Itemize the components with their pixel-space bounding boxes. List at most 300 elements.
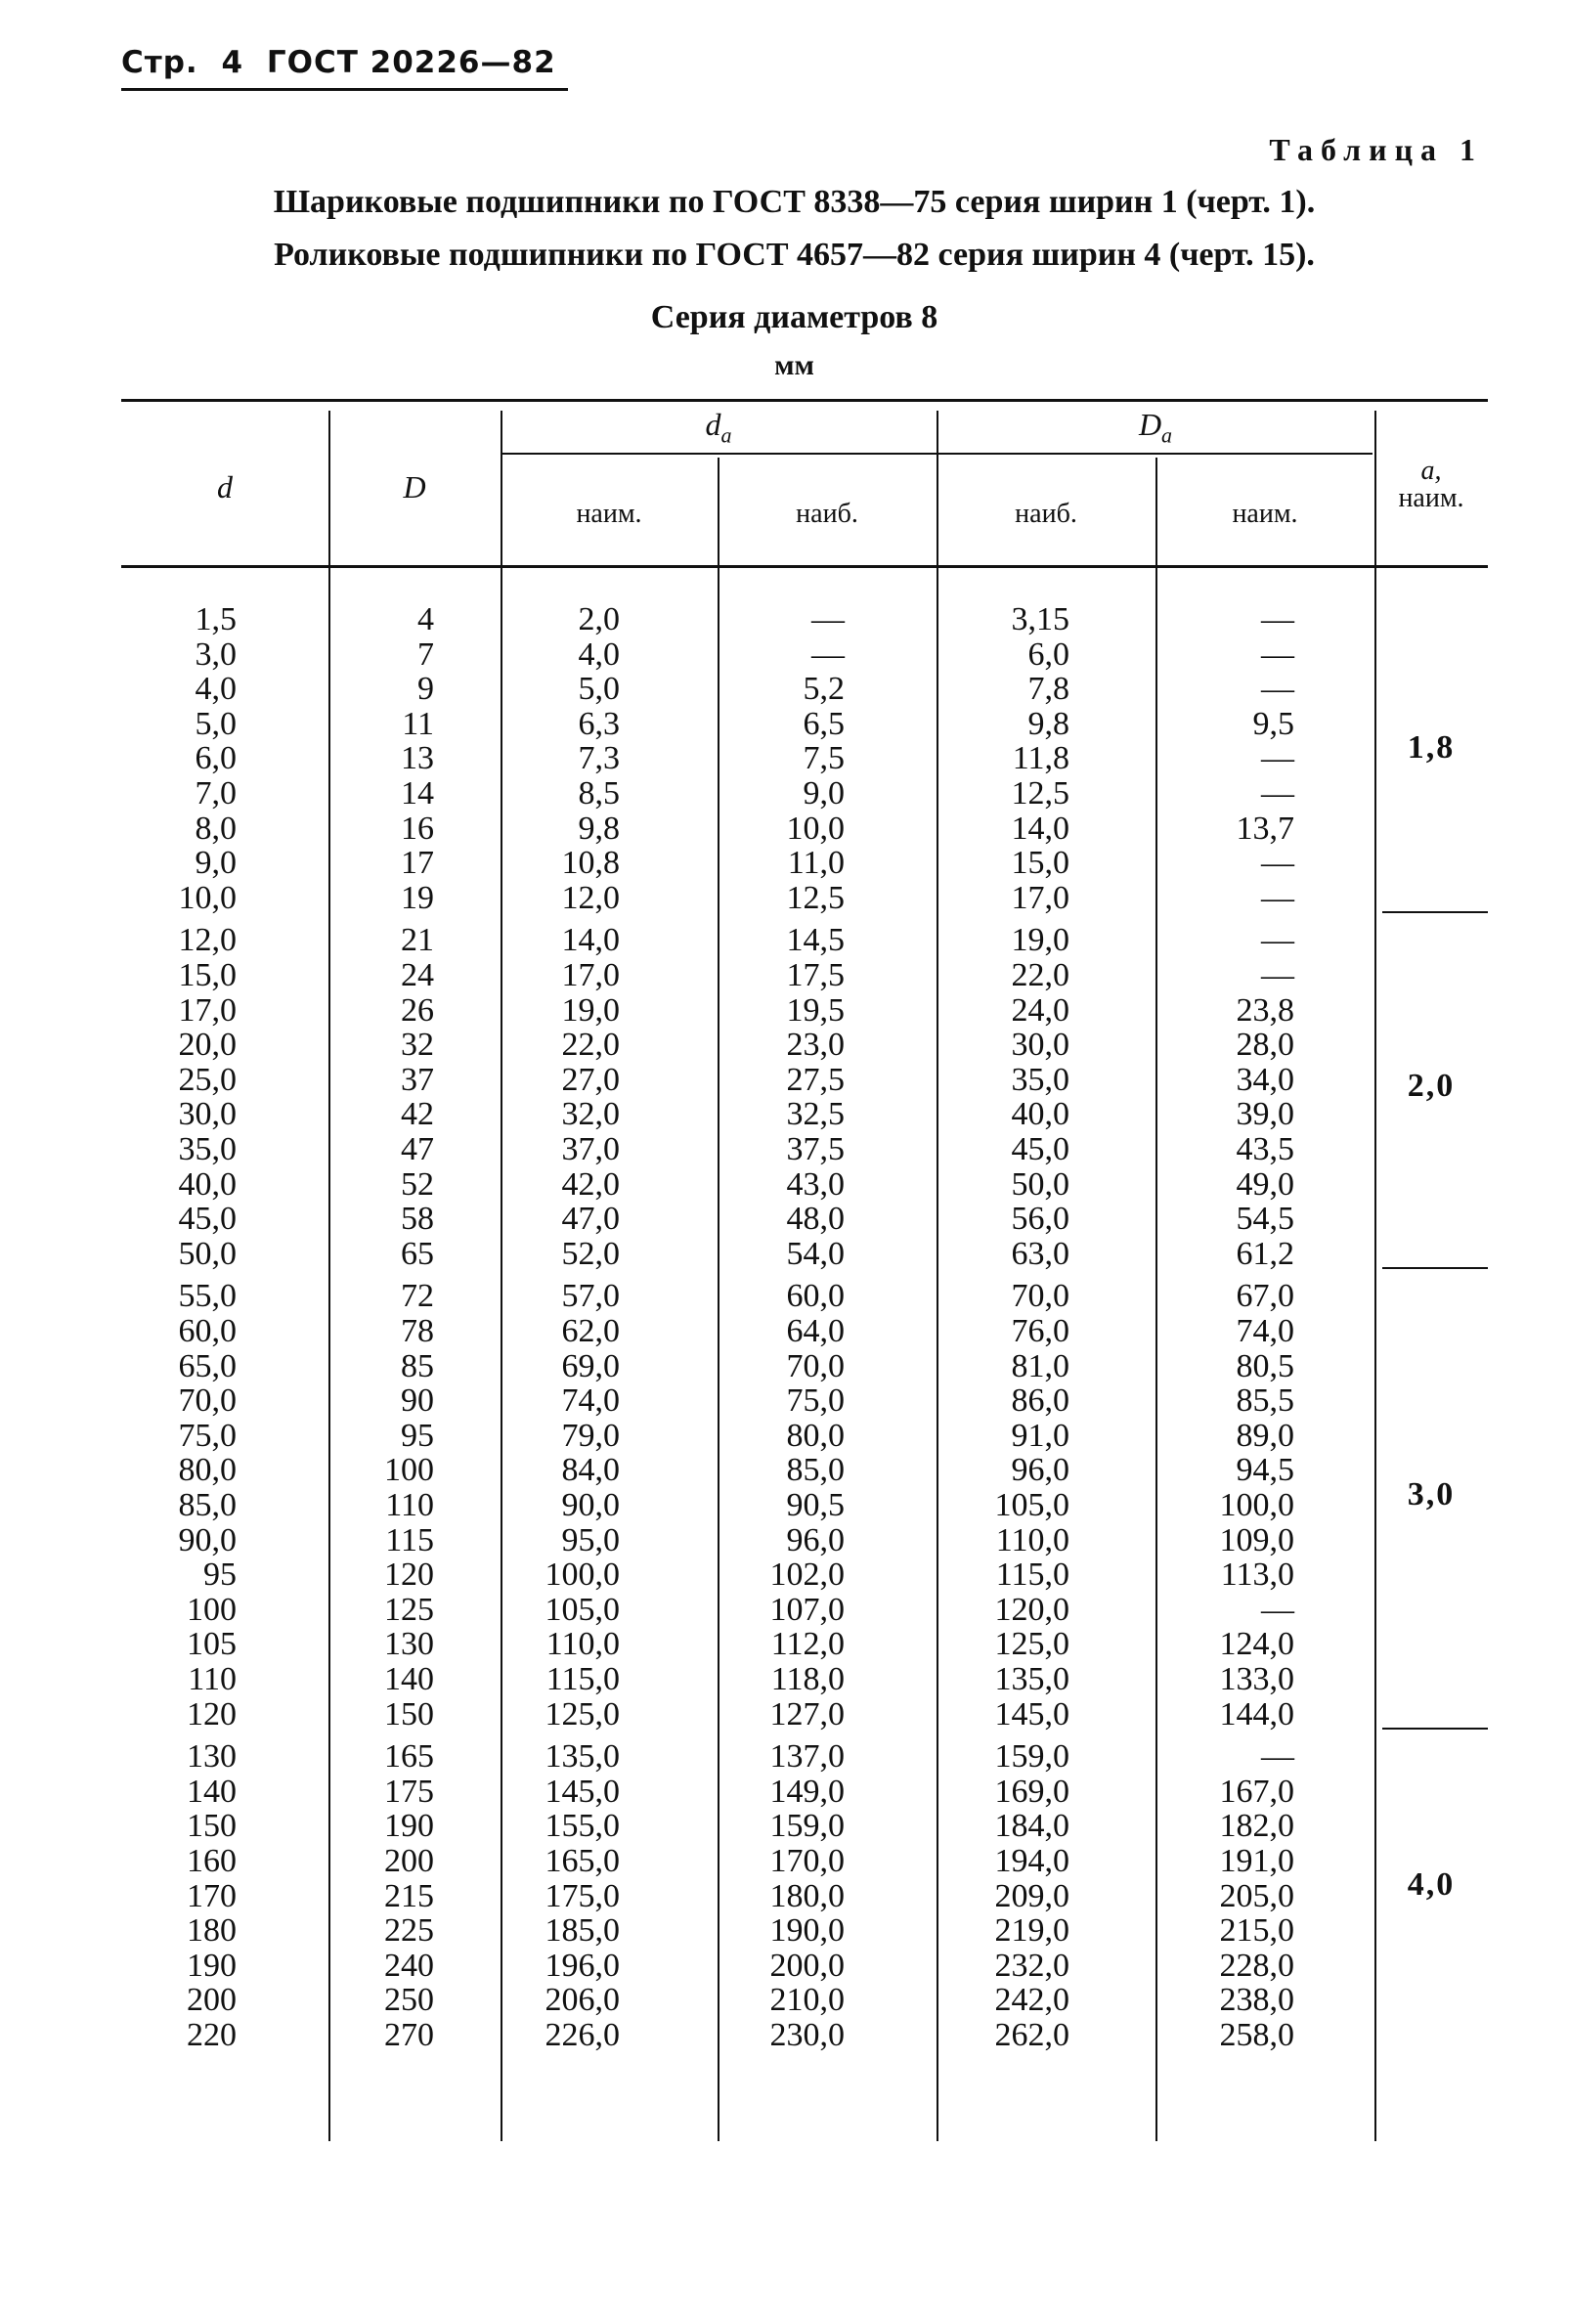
cell-da-min: 226,0 <box>545 2016 620 2053</box>
cell-D: 200 <box>384 1842 434 1879</box>
cell-d: 35,0 <box>178 1130 237 1167</box>
cell-da-min: 7,3 <box>578 740 620 777</box>
cell-da-max: 43,0 <box>786 1165 845 1203</box>
group-separator <box>1382 1728 1488 1730</box>
cell-da-min: 90,0 <box>561 1486 620 1523</box>
cell-Da-max: 194,0 <box>994 1842 1069 1879</box>
page-header <box>121 45 568 91</box>
cell-D: 58 <box>401 1201 434 1238</box>
cell-da-min: 14,0 <box>561 922 620 959</box>
cell-da-max: 64,0 <box>786 1312 845 1349</box>
cell-da-min: 4,0 <box>578 636 620 673</box>
cell-da-min: 37,0 <box>561 1130 620 1167</box>
cell-da-min: 5,0 <box>578 671 620 708</box>
cell-Da-min: — <box>1261 775 1294 811</box>
a-min-value: 2,0 <box>1407 1068 1456 1105</box>
table-row <box>121 1627 1480 1662</box>
cell-D: 21 <box>401 922 434 959</box>
cell-D: 16 <box>401 810 434 847</box>
cell-Da-max: 35,0 <box>1011 1061 1069 1098</box>
cell-Da-min: 9,5 <box>1252 705 1294 742</box>
cell-da-max: 102,0 <box>769 1557 845 1594</box>
cell-D: 85 <box>401 1347 434 1384</box>
cell-Da-max: 12,5 <box>1011 775 1069 811</box>
cell-da-max: 37,5 <box>786 1130 845 1167</box>
table-row <box>121 776 1480 811</box>
cell-D: 100 <box>384 1452 434 1489</box>
cell-da-min: 47,0 <box>561 1201 620 1238</box>
cell-da-min: 115,0 <box>545 1660 620 1697</box>
cell-da-min: 8,5 <box>578 775 620 811</box>
cell-Da-max: 6,0 <box>1027 636 1069 673</box>
cell-Da-min: 80,5 <box>1236 1347 1294 1384</box>
table-row <box>121 1132 1480 1167</box>
table-row <box>121 1913 1480 1949</box>
cell-da-min: 10,8 <box>561 845 620 882</box>
cell-da-max: 149,0 <box>769 1773 845 1810</box>
cell-Da-min: 61,2 <box>1236 1235 1294 1272</box>
cell-D: 130 <box>384 1626 434 1663</box>
cell-D: 72 <box>401 1278 434 1315</box>
cell-D: 65 <box>401 1235 434 1272</box>
page-label: Стр. <box>121 45 198 80</box>
cell-d: 9,0 <box>195 845 237 882</box>
table-row <box>121 1809 1480 1844</box>
cell-Da-min: 133,0 <box>1219 1660 1294 1697</box>
cell-D: 13 <box>401 740 434 777</box>
cell-Da-max: 110,0 <box>995 1521 1069 1558</box>
table-row <box>121 707 1480 742</box>
cell-Da-max: 30,0 <box>1011 1027 1069 1064</box>
table-row <box>121 811 1480 847</box>
cell-da-min: 22,0 <box>561 1027 620 1064</box>
cell-da-max: 23,0 <box>786 1027 845 1064</box>
table-row <box>121 672 1480 707</box>
cell-Da-min: — <box>1261 671 1294 708</box>
cell-D: 95 <box>401 1417 434 1454</box>
cell-Da-max: 3,15 <box>1011 601 1069 637</box>
doc-id: ГОСТ 20226—82 <box>266 45 556 80</box>
cell-Da-min: 28,0 <box>1236 1027 1294 1064</box>
cell-da-min: 19,0 <box>561 991 620 1029</box>
table-row <box>121 1453 1480 1488</box>
cell-D: 150 <box>384 1695 434 1732</box>
cell-da-max: 60,0 <box>786 1278 845 1315</box>
cell-Da-min: 191,0 <box>1219 1842 1294 1879</box>
title-line-1: Шариковые подшипники по ГОСТ 8338—75 серия ширин 1 (черт. 1). <box>273 184 1316 220</box>
cell-d: 85,0 <box>178 1486 237 1523</box>
cell-da-max: 200,0 <box>769 1947 845 1984</box>
cell-da-max: 11,0 <box>787 845 845 882</box>
cell-D: 42 <box>401 1096 434 1133</box>
cell-d: 6,0 <box>195 740 237 777</box>
header-Da-max: наиб. <box>1015 499 1077 529</box>
cell-da-max: 210,0 <box>769 1982 845 2019</box>
table-top-rule <box>121 399 1488 402</box>
cell-Da-max: 159,0 <box>994 1738 1069 1776</box>
cell-Da-max: 40,0 <box>1011 1096 1069 1133</box>
cell-da-max: 137,0 <box>769 1738 845 1776</box>
cell-D: 225 <box>384 1912 434 1950</box>
cell-da-max: — <box>811 636 845 673</box>
header-Da: $D_a$ <box>1138 407 1173 448</box>
table-row <box>121 1419 1480 1454</box>
cell-da-max: 32,5 <box>786 1096 845 1133</box>
cell-D: 24 <box>401 956 434 993</box>
cell-da-max: 5,2 <box>803 671 845 708</box>
cell-Da-min: — <box>1261 845 1294 882</box>
cell-Da-max: 145,0 <box>994 1695 1069 1732</box>
cell-da-min: 196,0 <box>545 1947 620 1984</box>
table-number: Таблица 1 <box>1269 132 1483 167</box>
cell-d: 17,0 <box>178 991 237 1029</box>
dimensions-table <box>121 399 1488 2141</box>
cell-d: 30,0 <box>178 1096 237 1133</box>
cell-da-max: 9,0 <box>803 775 845 811</box>
cell-D: 125 <box>384 1591 434 1628</box>
table-row <box>121 1279 1480 1314</box>
cell-d: 180 <box>187 1912 237 1950</box>
cell-d: 7,0 <box>195 775 237 811</box>
cell-Da-max: 45,0 <box>1011 1130 1069 1167</box>
cell-d: 130 <box>187 1738 237 1776</box>
table-row <box>121 741 1480 776</box>
cell-da-min: 32,0 <box>561 1096 620 1133</box>
cell-d: 4,0 <box>195 671 237 708</box>
table-row <box>121 1028 1480 1063</box>
table-row <box>121 1662 1480 1697</box>
cell-Da-max: 209,0 <box>994 1877 1069 1914</box>
cell-D: 52 <box>401 1165 434 1203</box>
table-row <box>121 1202 1480 1237</box>
cell-Da-max: 14,0 <box>1011 810 1069 847</box>
cell-da-max: 107,0 <box>769 1591 845 1628</box>
cell-da-min: 6,3 <box>578 705 620 742</box>
cell-da-max: 12,5 <box>786 879 845 916</box>
cell-d: 45,0 <box>178 1201 237 1238</box>
cell-da-max: 230,0 <box>769 2016 845 2053</box>
cell-Da-max: 63,0 <box>1011 1235 1069 1272</box>
group-separator <box>1382 911 1488 913</box>
cell-Da-min: 89,0 <box>1236 1417 1294 1454</box>
cell-Da-max: 125,0 <box>994 1626 1069 1663</box>
cell-D: 47 <box>401 1130 434 1167</box>
table-row <box>121 1383 1480 1419</box>
cell-Da-max: 81,0 <box>1011 1347 1069 1384</box>
cell-da-min: 84,0 <box>561 1452 620 1489</box>
cell-Da-max: 115,0 <box>995 1557 1069 1594</box>
cell-Da-min: 54,5 <box>1236 1201 1294 1238</box>
cell-Da-max: 232,0 <box>994 1947 1069 1984</box>
cell-da-max: 27,5 <box>786 1061 845 1098</box>
cell-da-max: 75,0 <box>786 1382 845 1420</box>
cell-da-min: 42,0 <box>561 1165 620 1203</box>
cell-Da-max: 15,0 <box>1011 845 1069 882</box>
cell-d: 8,0 <box>195 810 237 847</box>
cell-D: 175 <box>384 1773 434 1810</box>
cell-da-min: 206,0 <box>545 1982 620 2019</box>
cell-D: 19 <box>401 879 434 916</box>
cell-Da-min: 109,0 <box>1219 1521 1294 1558</box>
cell-d: 70,0 <box>178 1382 237 1420</box>
cell-da-max: 19,5 <box>786 991 845 1029</box>
cell-da-min: 12,0 <box>561 879 620 916</box>
cell-D: 190 <box>384 1808 434 1845</box>
table-row <box>121 1349 1480 1384</box>
cell-da-max: 127,0 <box>769 1695 845 1732</box>
cell-D: 26 <box>401 991 434 1029</box>
cell-Da-max: 262,0 <box>994 2016 1069 2053</box>
cell-Da-min: 182,0 <box>1219 1808 1294 1845</box>
table-row <box>121 1167 1480 1203</box>
cell-d: 5,0 <box>195 705 237 742</box>
table-row <box>121 2018 1480 2053</box>
cell-Da-min: 144,0 <box>1219 1695 1294 1732</box>
cell-Da-max: 219,0 <box>994 1912 1069 1950</box>
cell-Da-max: 56,0 <box>1011 1201 1069 1238</box>
cell-Da-max: 22,0 <box>1011 956 1069 993</box>
cell-d: 10,0 <box>178 879 237 916</box>
cell-Da-min: 228,0 <box>1219 1947 1294 1984</box>
cell-d: 75,0 <box>178 1417 237 1454</box>
cell-Da-min: 215,0 <box>1219 1912 1294 1950</box>
cell-d: 50,0 <box>178 1235 237 1272</box>
cell-Da-min: 167,0 <box>1219 1773 1294 1810</box>
cell-Da-min: — <box>1261 601 1294 637</box>
cell-D: 120 <box>384 1557 434 1594</box>
cell-D: 215 <box>384 1877 434 1914</box>
table-row <box>121 1314 1480 1349</box>
cell-da-max: 54,0 <box>786 1235 845 1272</box>
cell-Da-min: — <box>1261 1738 1294 1776</box>
cell-D: 110 <box>385 1486 434 1523</box>
cell-Da-min: 113,0 <box>1220 1557 1294 1594</box>
cell-da-min: 69,0 <box>561 1347 620 1384</box>
group-separator <box>1382 1267 1488 1269</box>
cell-da-max: 159,0 <box>769 1808 845 1845</box>
cell-d: 15,0 <box>178 956 237 993</box>
cell-D: 4 <box>417 601 434 637</box>
cell-Da-max: 86,0 <box>1011 1382 1069 1420</box>
cell-Da-min: — <box>1261 636 1294 673</box>
cell-D: 11 <box>402 705 434 742</box>
title-line-2: Роликовые подшипники по ГОСТ 4657—82 серия ширин 4 (черт. 15). <box>274 237 1315 273</box>
cell-Da-min: — <box>1261 740 1294 777</box>
cell-D: 90 <box>401 1382 434 1420</box>
cell-Da-min: 94,5 <box>1236 1452 1294 1489</box>
table-row <box>121 1523 1480 1558</box>
cell-D: 7 <box>417 636 434 673</box>
cell-d: 3,0 <box>195 636 237 673</box>
cell-Da-min: 124,0 <box>1219 1626 1294 1663</box>
cell-da-max: 112,0 <box>770 1626 845 1663</box>
cell-d: 25,0 <box>178 1061 237 1098</box>
series-title: Серия диаметров 8 <box>650 299 938 335</box>
cell-Da-max: 96,0 <box>1011 1452 1069 1489</box>
a-min-value: 3,0 <box>1407 1475 1456 1513</box>
cell-da-min: 27,0 <box>561 1061 620 1098</box>
cell-Da-min: 258,0 <box>1219 2016 1294 2053</box>
cell-da-max: 96,0 <box>786 1521 845 1558</box>
cell-Da-max: 135,0 <box>994 1660 1069 1697</box>
table-row <box>121 1879 1480 1914</box>
cell-Da-max: 120,0 <box>994 1591 1069 1628</box>
cell-d: 140 <box>187 1773 237 1810</box>
table-row <box>121 1775 1480 1810</box>
cell-da-max: 6,5 <box>803 705 845 742</box>
header-Da-min: наим. <box>1232 499 1298 529</box>
cell-d: 160 <box>187 1842 237 1879</box>
cell-da-max: 85,0 <box>786 1452 845 1489</box>
table-row <box>121 602 1480 637</box>
cell-da-max: 180,0 <box>769 1877 845 1914</box>
cell-Da-max: 242,0 <box>994 1982 1069 2019</box>
cell-d: 100 <box>187 1591 237 1628</box>
cell-da-max: 118,0 <box>770 1660 845 1697</box>
cell-da-min: 165,0 <box>545 1842 620 1879</box>
table-row <box>121 1557 1480 1593</box>
cell-d: 55,0 <box>178 1278 237 1315</box>
cell-Da-min: — <box>1261 1591 1294 1628</box>
cell-da-max: 70,0 <box>786 1347 845 1384</box>
cell-Da-max: 169,0 <box>994 1773 1069 1810</box>
cell-D: 140 <box>384 1660 434 1697</box>
cell-d: 65,0 <box>178 1347 237 1384</box>
cell-D: 78 <box>401 1312 434 1349</box>
table-row <box>121 1949 1480 1984</box>
cell-Da-min: — <box>1261 956 1294 993</box>
cell-da-min: 9,8 <box>578 810 620 847</box>
table-row <box>121 1697 1480 1732</box>
cell-Da-min: 43,5 <box>1236 1130 1294 1167</box>
cell-Da-max: 76,0 <box>1011 1312 1069 1349</box>
table-row <box>121 923 1480 958</box>
cell-Da-max: 184,0 <box>994 1808 1069 1845</box>
cell-Da-max: 24,0 <box>1011 991 1069 1029</box>
cell-Da-min: 74,0 <box>1236 1312 1294 1349</box>
header-da-min: наим. <box>576 499 642 529</box>
cell-d: 170 <box>187 1877 237 1914</box>
page-number: 4 <box>221 45 244 80</box>
cell-Da-min: 39,0 <box>1236 1096 1294 1133</box>
cell-da-min: 100,0 <box>545 1557 620 1594</box>
cell-d: 40,0 <box>178 1165 237 1203</box>
cell-Da-max: 11,8 <box>1012 740 1069 777</box>
cell-Da-min: 13,7 <box>1236 810 1294 847</box>
table-row <box>121 993 1480 1029</box>
cell-da-min: 62,0 <box>561 1312 620 1349</box>
cell-D: 115 <box>385 1521 434 1558</box>
cell-D: 240 <box>384 1947 434 1984</box>
cell-d: 110 <box>188 1660 237 1697</box>
cell-da-min: 2,0 <box>578 601 620 637</box>
cell-d: 150 <box>187 1808 237 1845</box>
a-min-value: 4,0 <box>1407 1866 1456 1904</box>
table-row <box>121 1739 1480 1775</box>
header-bottom-rule <box>121 565 1488 568</box>
table-row <box>121 958 1480 993</box>
cell-Da-min: — <box>1261 922 1294 959</box>
unit-label: мм <box>774 349 814 381</box>
table-row <box>121 1237 1480 1272</box>
cell-Da-min: 85,5 <box>1236 1382 1294 1420</box>
cell-D: 32 <box>401 1027 434 1064</box>
cell-da-max: 10,0 <box>786 810 845 847</box>
cell-D: 14 <box>401 775 434 811</box>
cell-da-min: 110,0 <box>545 1626 620 1663</box>
cell-D: 250 <box>384 1982 434 2019</box>
cell-d: 1,5 <box>195 601 237 637</box>
cell-da-min: 125,0 <box>545 1695 620 1732</box>
cell-Da-max: 91,0 <box>1011 1417 1069 1454</box>
cell-Da-min: 49,0 <box>1236 1165 1294 1203</box>
cell-da-min: 95,0 <box>561 1521 620 1558</box>
header-da-max: наиб. <box>796 499 858 529</box>
cell-da-min: 105,0 <box>545 1591 620 1628</box>
cell-D: 37 <box>401 1061 434 1098</box>
cell-d: 90,0 <box>178 1521 237 1558</box>
cell-da-max: — <box>811 601 845 637</box>
header-D: D <box>403 469 426 504</box>
cell-D: 9 <box>417 671 434 708</box>
a-min-value: 1,8 <box>1407 729 1456 767</box>
cell-da-min: 185,0 <box>545 1912 620 1950</box>
header-a: a, наим. <box>1398 456 1464 513</box>
cell-D: 17 <box>401 845 434 882</box>
cell-Da-max: 105,0 <box>994 1486 1069 1523</box>
table-row <box>121 1593 1480 1628</box>
cell-da-min: 175,0 <box>545 1877 620 1914</box>
cell-d: 120 <box>187 1695 237 1732</box>
cell-d: 105 <box>187 1626 237 1663</box>
cell-d: 200 <box>187 1982 237 2019</box>
cell-Da-min: 34,0 <box>1236 1061 1294 1098</box>
cell-da-min: 74,0 <box>561 1382 620 1420</box>
cell-da-min: 17,0 <box>561 956 620 993</box>
table-row <box>121 1488 1480 1523</box>
table-row <box>121 1063 1480 1098</box>
cell-Da-min: 205,0 <box>1219 1877 1294 1914</box>
header-da: $d_a$ <box>705 407 732 448</box>
cell-da-min: 52,0 <box>561 1235 620 1272</box>
cell-Da-min: — <box>1261 879 1294 916</box>
cell-da-max: 190,0 <box>769 1912 845 1950</box>
cell-da-max: 7,5 <box>803 740 845 777</box>
cell-d: 60,0 <box>178 1312 237 1349</box>
table-row <box>121 881 1480 916</box>
cell-Da-max: 50,0 <box>1011 1165 1069 1203</box>
cell-da-min: 79,0 <box>561 1417 620 1454</box>
table-row <box>121 1097 1480 1132</box>
cell-da-max: 80,0 <box>786 1417 845 1454</box>
table-row <box>121 846 1480 881</box>
cell-Da-max: 17,0 <box>1011 879 1069 916</box>
cell-d: 190 <box>187 1947 237 1984</box>
cell-d: 12,0 <box>178 922 237 959</box>
cell-da-max: 14,5 <box>786 922 845 959</box>
cell-Da-min: 100,0 <box>1219 1486 1294 1523</box>
table-row <box>121 1983 1480 2018</box>
cell-d: 80,0 <box>178 1452 237 1489</box>
cell-D: 165 <box>384 1738 434 1776</box>
cell-Da-min: 238,0 <box>1219 1982 1294 2019</box>
cell-da-min: 135,0 <box>545 1738 620 1776</box>
cell-Da-max: 19,0 <box>1011 922 1069 959</box>
cell-d: 95 <box>203 1557 237 1594</box>
cell-Da-min: 23,8 <box>1236 991 1294 1029</box>
table-row <box>121 1844 1480 1879</box>
cell-da-min: 145,0 <box>545 1773 620 1810</box>
